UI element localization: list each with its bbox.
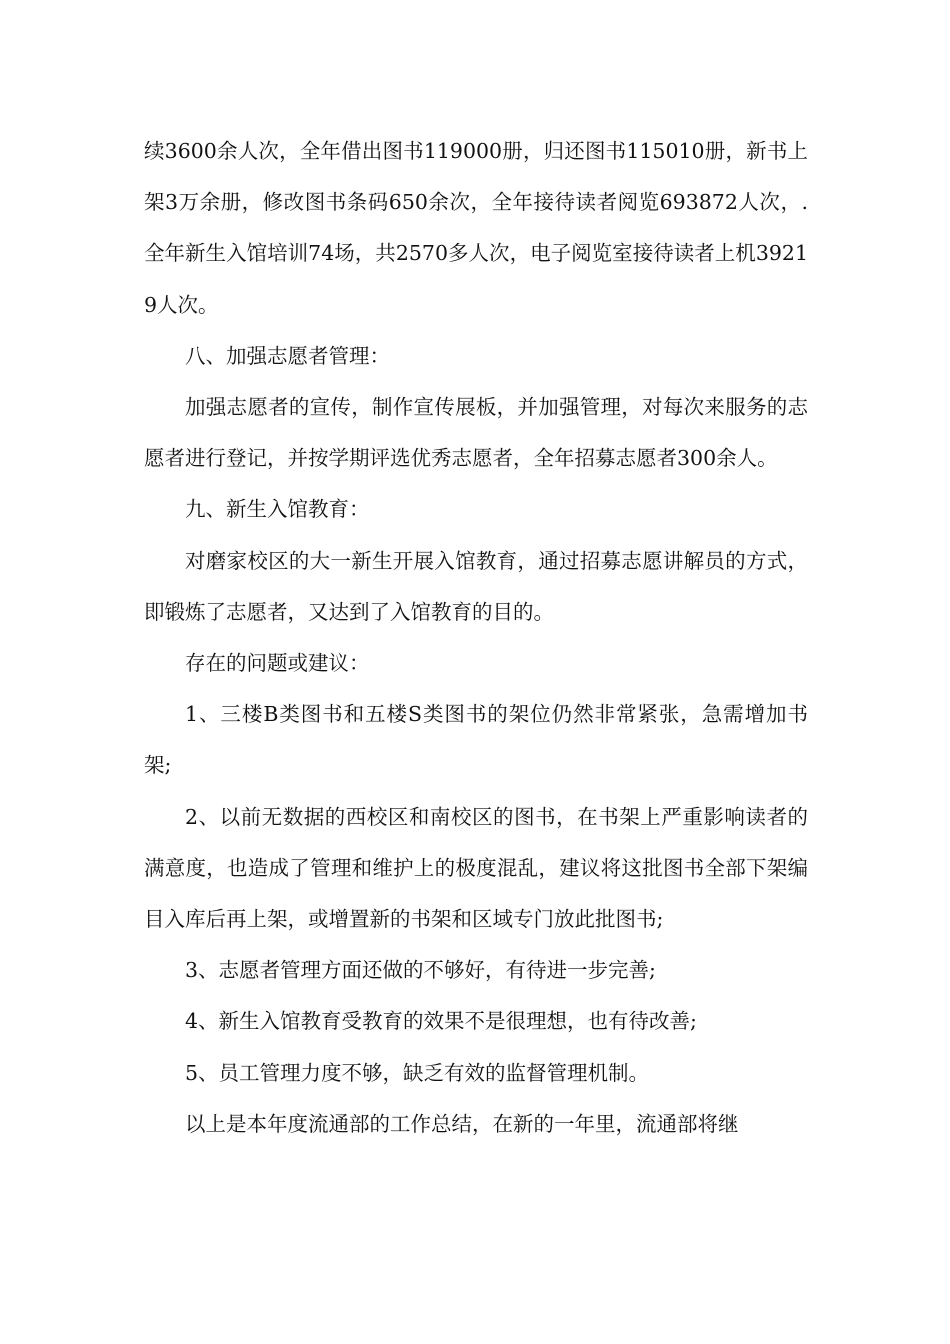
heading-freshman-education: 九、新生入馆教育：: [185, 497, 370, 522]
heading-problems-suggestions: 存在的问题或建议：: [185, 651, 370, 676]
paragraph-volunteer-management: 加强志愿者的宣传，制作宣传展板，并加强管理，对每次来服务的志愿者进行登记，并按学期评选优秀志愿者，全年招募志愿者300余人。: [144, 395, 808, 471]
list-item-problem-3: 3、志愿者管理方面还做的不够好，有待进一步完善;: [185, 958, 656, 983]
list-item-problem-4: 4、新生入馆教育受教育的效果不是很理想，也有待改善;: [185, 1009, 697, 1034]
list-item-problem-5: 5、员工管理力度不够，缺乏有效的监督管理机制。: [185, 1060, 650, 1085]
document-body: [144, 126, 808, 1150]
paragraph-conclusion: 以上是本年度流通部的工作总结，在新的一年里，流通部将继: [185, 1111, 739, 1136]
paragraph-statistics: 续3600余人次，全年借出图书119000册，归还图书115010册，新书上架3万余册，修改图书条码650余次，全年接待读者阅览693872人次，.全年新生入馆培训74场，共2570多人次，电子阅览室接待读者上机39219人次。: [144, 139, 808, 317]
heading-volunteer-management: 八、加强志愿者管理：: [185, 343, 390, 368]
list-item-problem-2: 2、以前无数据的西校区和南校区的图书，在书架上严重影响读者的满意度，也造成了管理和维护上的极度混乱，建议将这批图书全部下架编目入库后再上架，或增置新的书架和区域专门放此批图书;: [144, 804, 808, 932]
list-item-problem-1: 1、三楼B类图书和五楼S类图书的架位仍然非常紧张，急需增加书架;: [144, 702, 808, 778]
paragraph-freshman-education: 对磨家校区的大一新生开展入馆教育，通过招募志愿讲解员的方式，即锻炼了志愿者，又达到了入馆教育的目的。: [144, 548, 808, 624]
